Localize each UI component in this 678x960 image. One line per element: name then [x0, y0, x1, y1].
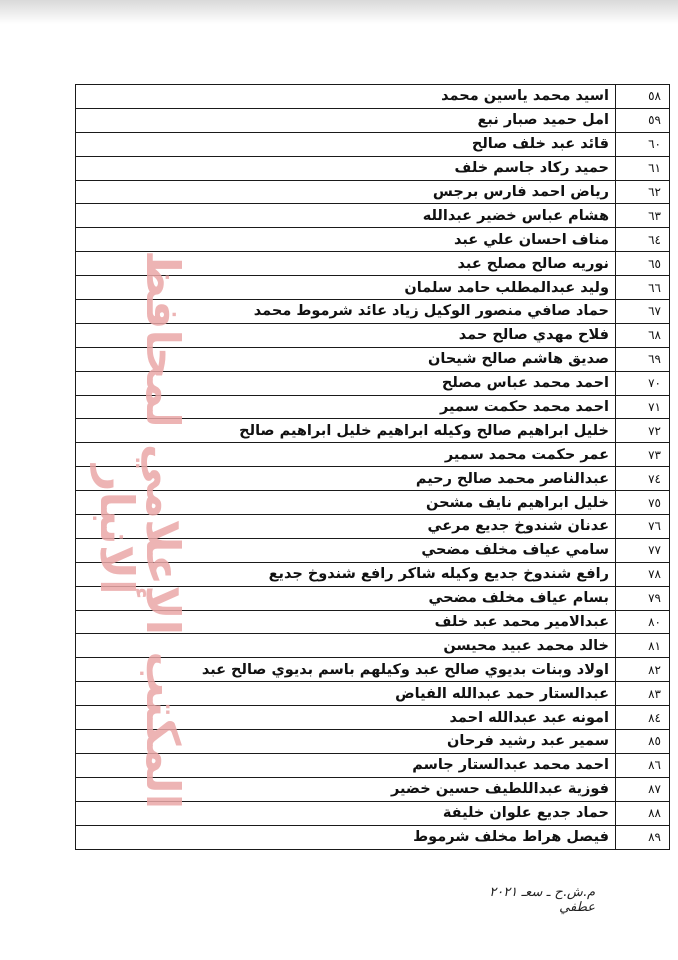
row-number-cell: ٦٣	[616, 204, 670, 228]
row-number-cell: ٨٨	[616, 801, 670, 825]
row-number-cell: ٨٦	[616, 753, 670, 777]
row-number-cell: ٧٦	[616, 515, 670, 539]
row-name-cell: عبدالناصر محمد صالح رحيم	[76, 467, 616, 491]
row-name-cell: حميد ركاد جاسم خلف	[76, 156, 616, 180]
row-number-cell: ٦٩	[616, 347, 670, 371]
row-number-cell: ٧٧	[616, 538, 670, 562]
table-row	[76, 610, 670, 634]
row-name-cell: فوزية عبداللطيف حسين خضير	[76, 777, 616, 801]
table-row	[76, 801, 670, 825]
row-number-cell: ٦٦	[616, 276, 670, 300]
watermark-text: المكتب الإعلامي لمحافظ الانبار	[90, 250, 190, 810]
row-name-cell: مناف احسان علي عبد	[76, 228, 616, 252]
table-row	[76, 419, 670, 443]
table-row	[76, 276, 670, 300]
row-name-cell: بسام عياف مخلف مضحي	[76, 586, 616, 610]
table-row	[76, 300, 670, 324]
row-number-cell: ٨٣	[616, 682, 670, 706]
row-number-cell: ٧٣	[616, 443, 670, 467]
row-name-cell: هشام عباس خضير عبدالله	[76, 204, 616, 228]
row-number-cell: ٦٢	[616, 180, 670, 204]
row-name-cell: اولاد وبنات بديوي صالح عبد وكيلهم باسم بديوي صالح عبد	[76, 658, 616, 682]
table-row	[76, 586, 670, 610]
row-name-cell: خالد محمد عبيد محيسن	[76, 634, 616, 658]
row-number-cell: ٥٩	[616, 108, 670, 132]
scan-top-shadow	[0, 0, 678, 24]
table-row	[76, 634, 670, 658]
table-row	[76, 323, 670, 347]
row-name-cell: امل حميد صبار نبع	[76, 108, 616, 132]
row-name-cell: احمد محمد حكمت سمير	[76, 395, 616, 419]
row-name-cell: فيصل هراط مخلف شرموط	[76, 825, 616, 849]
row-number-cell: ٦٥	[616, 252, 670, 276]
row-name-cell: حماد صافي منصور الوكيل زياد عائد شرموط محمد	[76, 300, 616, 324]
row-name-cell: عبدالامير محمد عبد خلف	[76, 610, 616, 634]
table-row	[76, 658, 670, 682]
table-row	[76, 682, 670, 706]
table-row	[76, 180, 670, 204]
row-name-cell: امونه عبد عبدالله احمد	[76, 706, 616, 730]
row-number-cell: ٦٧	[616, 300, 670, 324]
table-row	[76, 467, 670, 491]
table-row	[76, 252, 670, 276]
row-name-cell: عدنان شندوخ جديع مرعي	[76, 515, 616, 539]
row-number-cell: ٨٢	[616, 658, 670, 682]
row-name-cell: رافع شندوخ جديع وكيله شاكر رافع شندوخ جديع	[76, 562, 616, 586]
table-row	[76, 156, 670, 180]
table-row	[76, 395, 670, 419]
row-number-cell: ٨٩	[616, 825, 670, 849]
table-row	[76, 753, 670, 777]
row-number-cell: ٨٠	[616, 610, 670, 634]
table-row	[76, 825, 670, 849]
row-name-cell: خليل ابراهيم صالح وكيله ابراهيم خليل ابراهيم صالح	[76, 419, 616, 443]
table-row	[76, 777, 670, 801]
table-row	[76, 706, 670, 730]
row-number-cell: ٧٥	[616, 491, 670, 515]
row-name-cell: عمر حكمت محمد سمير	[76, 443, 616, 467]
row-name-cell: حماد جديع علوان خليفة	[76, 801, 616, 825]
table-row	[76, 538, 670, 562]
table-row	[76, 85, 670, 109]
row-name-cell: عبدالستار حمد عبدالله الفياض	[76, 682, 616, 706]
row-name-cell: خليل ابراهيم نايف مشحن	[76, 491, 616, 515]
row-number-cell: ٧٩	[616, 586, 670, 610]
row-name-cell: احمد محمد عبدالستار جاسم	[76, 753, 616, 777]
row-number-cell: ٦٤	[616, 228, 670, 252]
row-number-cell: ٦٠	[616, 132, 670, 156]
table-row	[76, 515, 670, 539]
table-row	[76, 730, 670, 754]
table-row	[76, 228, 670, 252]
table-row	[76, 491, 670, 515]
row-name-cell: نوريه صالح مصلح عبد	[76, 252, 616, 276]
footer-signature: م.ش.ح ـ سعـ ٢٠٢١ عطفي	[489, 885, 595, 915]
table-row	[76, 371, 670, 395]
row-name-cell: احمد محمد عباس مصلح	[76, 371, 616, 395]
row-name-cell: قائد عبد خلف صالح	[76, 132, 616, 156]
row-name-cell: اسيد محمد ياسين محمد	[76, 85, 616, 109]
row-number-cell: ٦١	[616, 156, 670, 180]
row-number-cell: ٨١	[616, 634, 670, 658]
row-number-cell: ٧٨	[616, 562, 670, 586]
table-row	[76, 204, 670, 228]
names-table-body	[76, 85, 670, 850]
row-number-cell: ٧٤	[616, 467, 670, 491]
row-number-cell: ٨٧	[616, 777, 670, 801]
row-name-cell: صديق هاشم صالح شيحان	[76, 347, 616, 371]
table-row	[76, 562, 670, 586]
names-table	[75, 84, 670, 850]
row-number-cell: ٥٨	[616, 85, 670, 109]
row-number-cell: ٨٤	[616, 706, 670, 730]
row-name-cell: وليد عبدالمطلب حامد سلمان	[76, 276, 616, 300]
row-name-cell: فلاح مهدي صالح حمد	[76, 323, 616, 347]
row-name-cell: سامي عياف مخلف مضحي	[76, 538, 616, 562]
table-row	[76, 108, 670, 132]
row-number-cell: ٦٨	[616, 323, 670, 347]
table-row	[76, 132, 670, 156]
row-name-cell: رياض احمد فارس برجس	[76, 180, 616, 204]
row-number-cell: ٧١	[616, 395, 670, 419]
row-number-cell: ٧٢	[616, 419, 670, 443]
row-name-cell: سمير عبد رشيد فرحان	[76, 730, 616, 754]
row-number-cell: ٧٠	[616, 371, 670, 395]
table-row	[76, 347, 670, 371]
table-row	[76, 443, 670, 467]
row-number-cell: ٨٥	[616, 730, 670, 754]
